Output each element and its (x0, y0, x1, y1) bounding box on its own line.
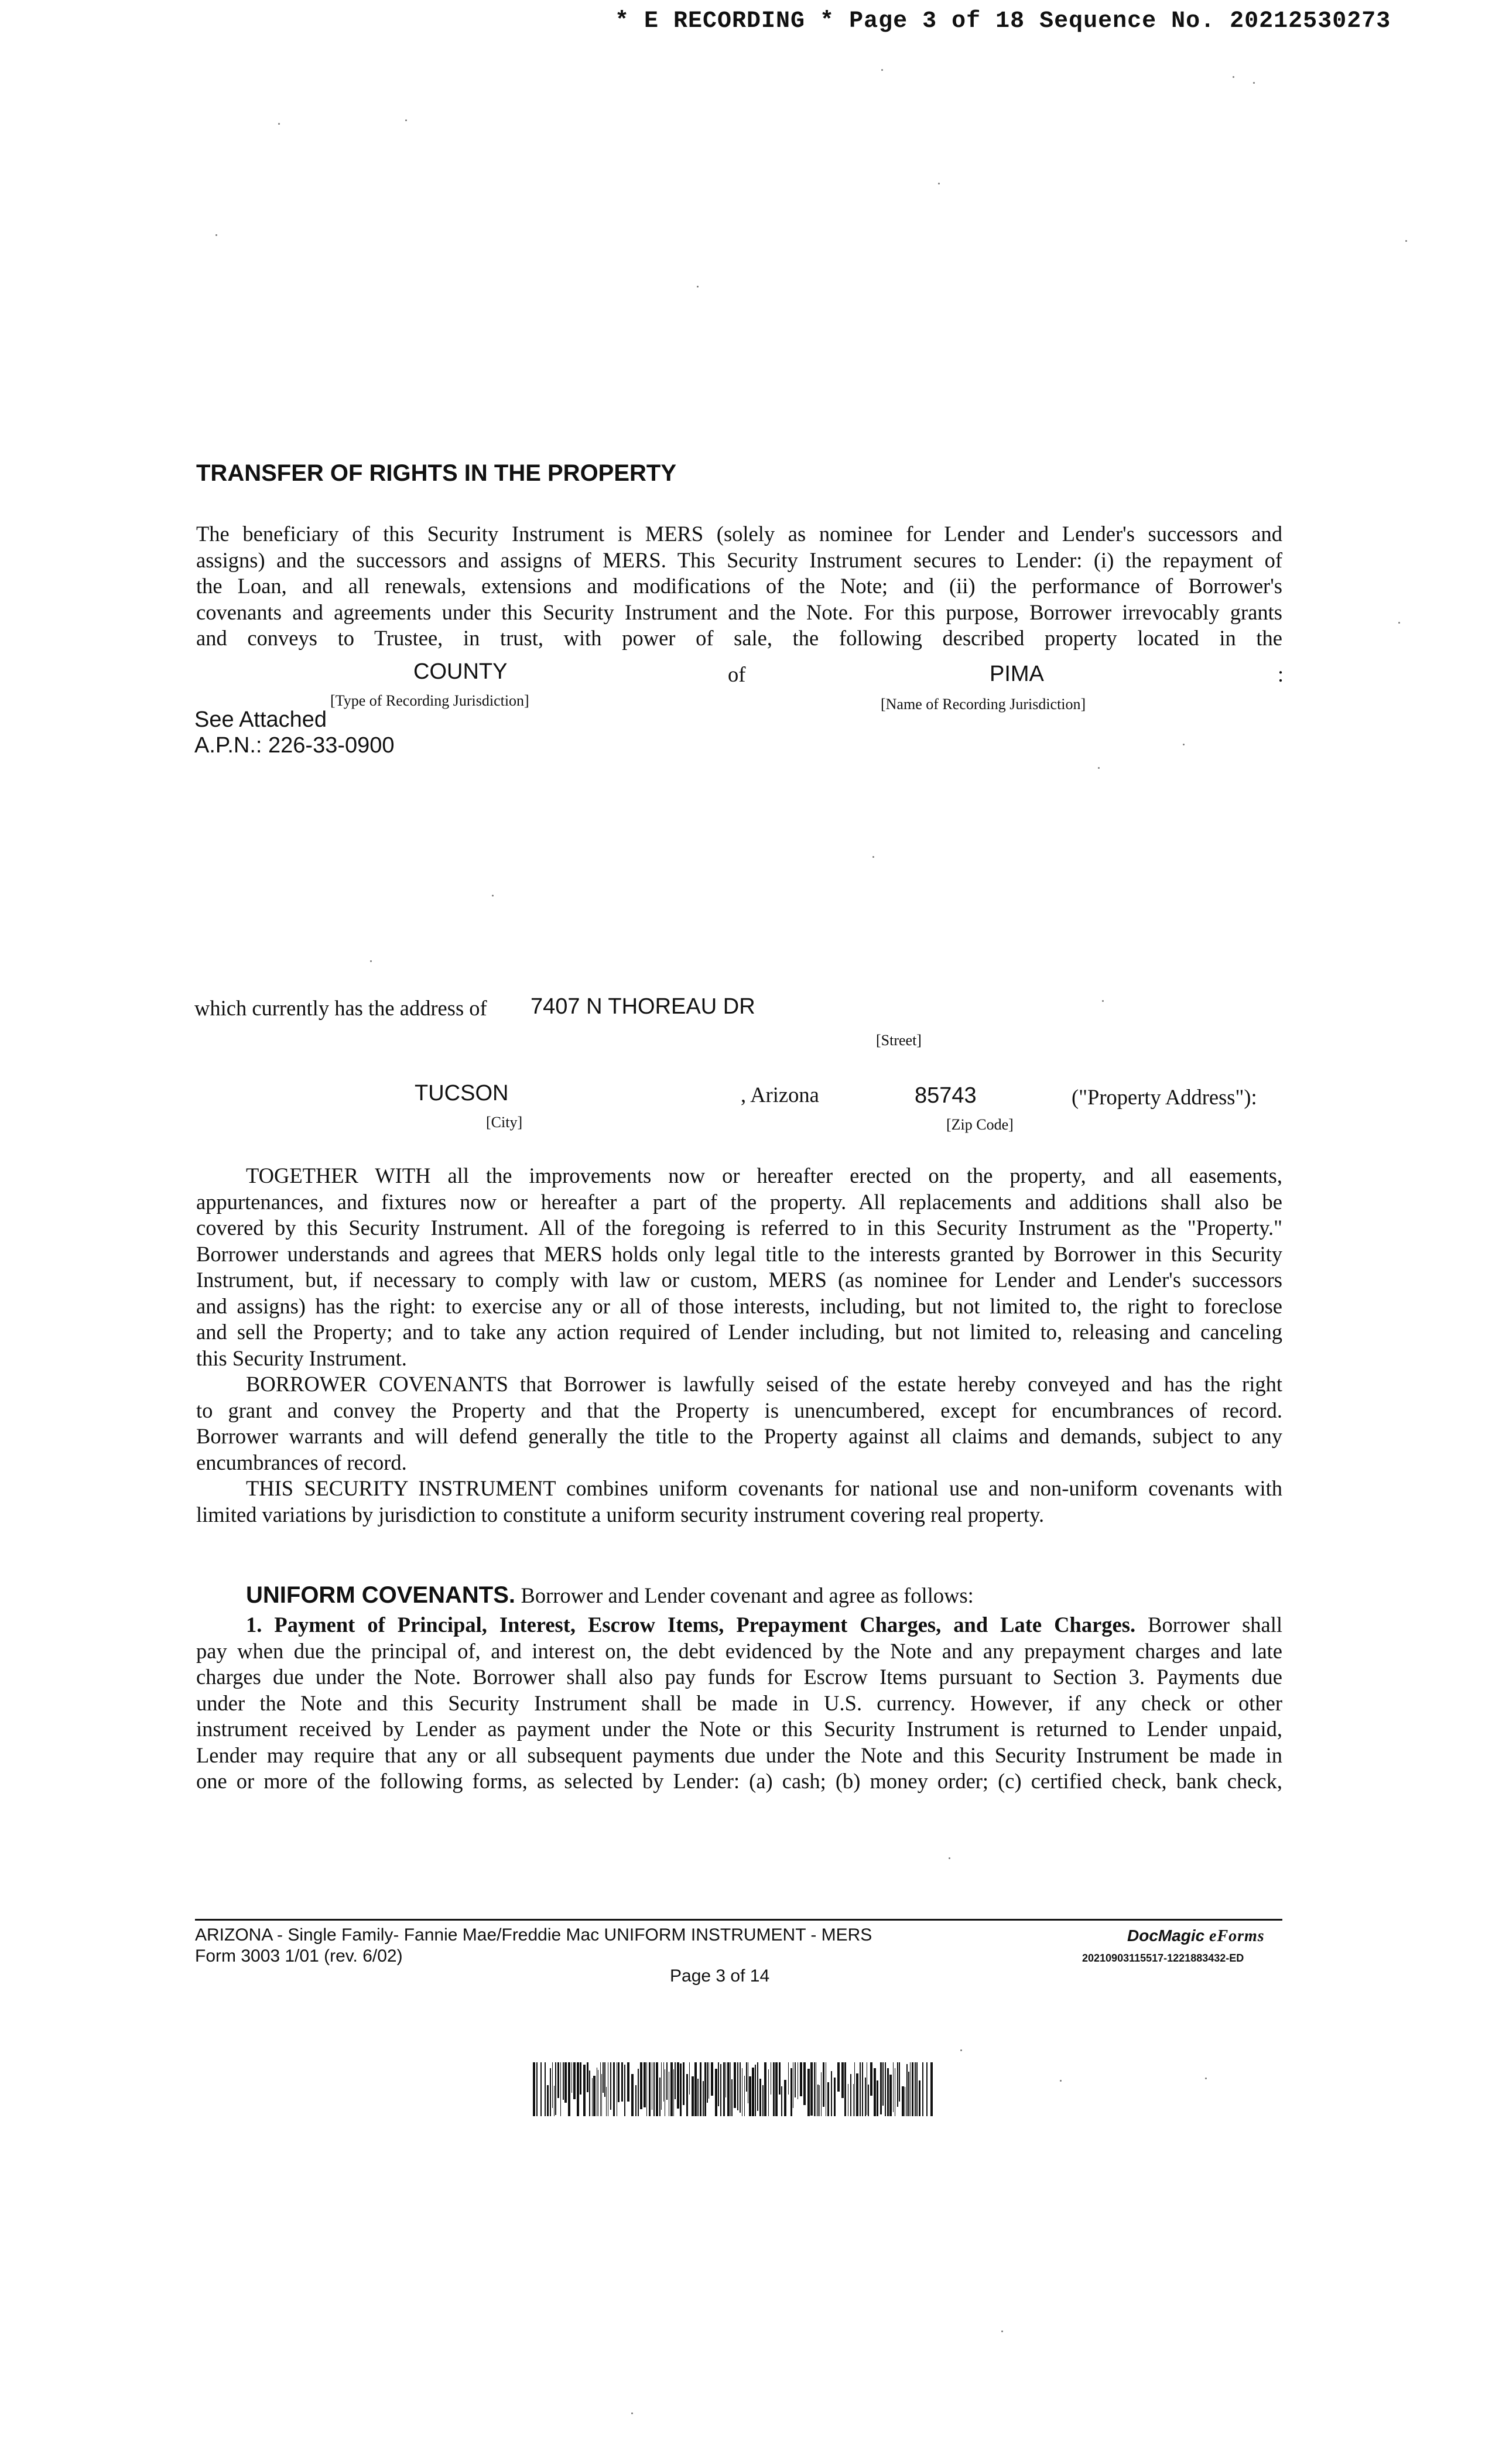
barcode-bar (621, 2062, 623, 2102)
paragraph-line: covenants and agreements under this Security Instrument and the Note. For this purpose, Borrower irrevocably grants (196, 600, 1282, 624)
barcode-bar (646, 2062, 647, 2116)
barcode-bar (919, 2080, 920, 2116)
barcode-bar (737, 2062, 738, 2110)
barcode-bar (912, 2062, 913, 2116)
barcode-bar (692, 2076, 694, 2116)
barcode-bar (700, 2062, 701, 2116)
scan-speck (872, 856, 874, 858)
together-paragraph (196, 1163, 1282, 1528)
scan-speck (1183, 744, 1185, 745)
footer-form-title: ARIZONA - Single Family- Fannie Mae/Freddie Mac UNIFORM INSTRUMENT - MERS (195, 1925, 872, 1945)
barcode-bar (779, 2062, 781, 2095)
barcode-bar (902, 2086, 904, 2116)
barcode-bar (764, 2062, 766, 2116)
legal-description: See Attached (194, 707, 327, 732)
paragraph-line: THIS SECURITY INSTRUMENT combines uniform covenants for national use and non-uniform covenants with (246, 1476, 1282, 1500)
paragraph-line: pay when due the principal of, and interest on, the debt evidenced by the Note and any prepayment charges and late (196, 1638, 1282, 1663)
scan-speck (960, 2049, 962, 2051)
barcode-bar (703, 2081, 704, 2116)
barcode-bar (788, 2062, 789, 2095)
barcode-bar (649, 2062, 651, 2116)
barcode-bar (854, 2062, 855, 2116)
barcode-bar (790, 2068, 792, 2116)
barcode-bar (661, 2062, 662, 2110)
barcode-bar (589, 2071, 590, 2116)
paragraph-line: charges due under the Note. Borrower shall also pay funds for Escrow Items pursuant to Section 3. Payments due (196, 1665, 1282, 1689)
barcode-bar (663, 2062, 664, 2102)
barcode-bar (624, 2065, 625, 2116)
scan-speck (697, 286, 699, 288)
barcode-bar (683, 2062, 685, 2105)
barcode-bar (810, 2062, 813, 2116)
city-value: TUCSON (415, 1081, 509, 1106)
barcode-bar (593, 2076, 596, 2116)
barcode-bar (803, 2062, 806, 2105)
docmagic-logo (1127, 1926, 1265, 1946)
barcode-bar (675, 2062, 676, 2099)
barcode-bar (865, 2078, 866, 2116)
footer-rule (195, 1919, 1282, 1921)
barcode-bar (557, 2062, 559, 2098)
barcode-bar (874, 2068, 876, 2116)
barcode-bar (656, 2062, 658, 2116)
doc-code: 20210903115517-1221883432-ED (1082, 1952, 1244, 1964)
paragraph-line: and sell the Property; and to take any action required of Lender including, but not limited to, releasing and canceling (196, 1320, 1282, 1344)
section-title: TRANSFER OF RIGHTS IN THE PROPERTY (196, 460, 677, 486)
barcode-bar (908, 2072, 909, 2116)
barcode-bar (686, 2074, 688, 2116)
barcode-bar (723, 2062, 725, 2116)
barcode-bar (870, 2062, 872, 2096)
barcode-bar (640, 2062, 642, 2109)
barcode-bar (555, 2062, 556, 2115)
paragraph-line: to grant and convey the Property and that the Property is unencumbered, except for encumbrances of record. (196, 1398, 1282, 1422)
barcode-bar (563, 2062, 564, 2100)
barcode-bar (583, 2065, 586, 2116)
barcode-bar (850, 2074, 851, 2116)
paragraph-line: assigns) and the successors and assigns of MERS. This Security Instrument secures to Lender: (i) the repayment of (196, 547, 1282, 572)
footer-form-number: Form 3003 1/01 (rev. 6/02) (195, 1946, 403, 1966)
barcode-bar (762, 2085, 764, 2116)
barcode-bar (889, 2075, 892, 2116)
paragraph-line: Lender may require that any or all subsequent payments due under the Note and this Security Instrument be made in (196, 1743, 1282, 1767)
paragraph-line: The beneficiary of this Security Instrument is MERS (solely as nominee for Lender and Lender's successors and (196, 522, 1282, 546)
paragraph-line: and conveys to Trustee, in trust, with power of sale, the following described property located in the (196, 626, 1282, 650)
barcode-bar (689, 2062, 690, 2095)
barcode-bar (831, 2071, 832, 2116)
paragraph-line: TOGETHER WITH all the improvements now or hereafter erected on the property, and all easements, (246, 1163, 1282, 1187)
barcode-bar (746, 2062, 747, 2092)
barcode-bar (781, 2086, 782, 2116)
paragraph-line: BORROWER COVENANTS that Borrower is lawfully seised of the estate hereby conveyed and has the right (246, 1372, 1282, 1396)
barcode-bar (807, 2069, 810, 2116)
scan-speck (405, 119, 407, 121)
zip-label: [Zip Code] (946, 1116, 1014, 1133)
barcode-bar (897, 2062, 898, 2107)
barcode-bar (644, 2062, 646, 2107)
barcode-bar (906, 2064, 908, 2116)
barcode-bar (697, 2079, 699, 2116)
item1-heading: 1. Payment of Principal, Interest, Escrow Items, Prepayment Charges, and Late Charges. (246, 1613, 1136, 1637)
barcode-bar (554, 2086, 555, 2116)
uniform-intro: Borrower and Lender covenant and agree as follows: (521, 1583, 974, 1607)
barcode-bar (720, 2064, 721, 2116)
barcode-bar (673, 2069, 674, 2116)
barcode-bar (922, 2062, 923, 2116)
recording-header: * E RECORDING * Page 3 of 18 Sequence No. 20212530273 (615, 8, 1391, 35)
paragraph-line: under the Note and this Security Instrument shall be made in U.S. currency. However, if any check or other (196, 1690, 1282, 1715)
item1-paragraph (196, 1612, 1282, 1795)
barcode-bar (860, 2062, 861, 2116)
barcode-bar (587, 2062, 588, 2092)
barcode-bar (536, 2062, 538, 2116)
barcode-bar (885, 2062, 886, 2116)
barcode-bar (653, 2062, 655, 2116)
barcode-bar (730, 2062, 731, 2116)
scan-speck (278, 123, 280, 125)
barcode-bar (916, 2062, 918, 2116)
transfer-paragraph (196, 521, 1282, 652)
barcode-bar (868, 2085, 869, 2116)
barcode-bar (659, 2078, 660, 2116)
barcode-bar (540, 2062, 542, 2116)
barcode-bar (757, 2062, 758, 2111)
barcode-bar (680, 2063, 682, 2116)
barcode-bar (711, 2062, 713, 2096)
barcode-bar (600, 2062, 601, 2116)
barcode-bar (734, 2062, 736, 2108)
paragraph-line: Borrower understands and agrees that MERS holds only legal title to the interests granted by Borrower in this Security (196, 1241, 1282, 1266)
paragraph-line: covered by this Security Instrument. All of the foregoing is referred to in this Security Instrument as the "Property." (196, 1216, 1282, 1240)
docmagic-eforms: eForms (1209, 1927, 1265, 1945)
scan-speck (881, 69, 883, 71)
scan-speck (370, 960, 372, 962)
street-label: [Street] (876, 1032, 922, 1049)
barcode-bar (715, 2069, 717, 2116)
barcode-bar (749, 2076, 751, 2116)
paragraph-line: one or more of the following forms, as selected by Lender: (a) cash; (b) money order; (c) certified check, bank check, (196, 1769, 1282, 1793)
scan-speck (1398, 622, 1400, 624)
paragraph-line: Instrument, but, if necessary to comply with law or custom, MERS (as nominee for Lender and Lender's successors (196, 1268, 1282, 1292)
barcode-bar (800, 2062, 802, 2096)
barcode-bar (887, 2068, 889, 2116)
city-label: [City] (486, 1114, 523, 1131)
barcode-bar (880, 2062, 882, 2114)
property-address-label: ("Property Address"): (1072, 1085, 1257, 1109)
barcode-bar (755, 2065, 756, 2116)
barcode-bar (926, 2062, 928, 2116)
barcode-bar (731, 2079, 733, 2116)
barcode-bar (610, 2062, 611, 2110)
barcode-bar (759, 2079, 761, 2116)
barcode-bar (725, 2062, 726, 2097)
barcode-bar (718, 2062, 719, 2106)
barcode-bar (773, 2062, 775, 2116)
barcode-bar (533, 2062, 535, 2116)
zip-value: 85743 (915, 1083, 977, 1108)
barcode-bar (752, 2068, 754, 2116)
scan-speck (938, 183, 940, 184)
footer-page-label: Page 3 of 14 (670, 1966, 770, 1986)
paragraph-line: Borrower warrants and will defend generally the title to the Property against all claims and demands, subject to any (196, 1424, 1282, 1448)
barcode-bar (631, 2074, 634, 2116)
barcode-bar (775, 2062, 778, 2116)
apn: A.P.N.: 226-33-0900 (194, 733, 395, 758)
uniform-covenants (246, 1582, 974, 1609)
barcode-bar (604, 2062, 605, 2097)
scan-speck (215, 234, 217, 236)
barcode-bar (915, 2062, 916, 2116)
barcode-bar (727, 2062, 730, 2116)
barcode-bar (819, 2085, 820, 2116)
paragraph-line: instrument received by Lender as payment under the Note or this Security Instrument is returned to Lender unpaid, (196, 1717, 1282, 1741)
barcode-bar (550, 2068, 551, 2116)
paragraph-line: the Loan, and all renewals, extensions and modifications of the Note; and (ii) the performance of Borrower's (196, 574, 1282, 598)
item1-heading-tail: Borrower shall (1148, 1613, 1283, 1637)
jurisdiction-type-label: [Type of Recording Jurisdiction] (330, 692, 529, 709)
scan-speck (949, 1857, 950, 1859)
paragraph-line: limited variations by jurisdiction to constitute a uniform security instrument covering real property. (196, 1502, 1045, 1527)
scan-speck (492, 895, 494, 896)
barcode-bar (837, 2062, 840, 2092)
barcode-bar (893, 2062, 894, 2112)
barcode-bar (564, 2062, 567, 2103)
barcode-bar (592, 2078, 593, 2116)
scan-speck (1001, 2330, 1003, 2332)
barcode-bar (856, 2073, 858, 2116)
barcode-bar (877, 2080, 878, 2116)
street-value: 7407 N THOREAU DR (531, 994, 755, 1019)
barcode-bar (823, 2062, 824, 2107)
barcode-bar (571, 2062, 572, 2093)
barcode-bar (580, 2062, 581, 2095)
barcode-bar (577, 2062, 579, 2116)
jurisdiction-name-label: [Name of Recording Jurisdiction] (881, 696, 1086, 713)
barcode-bar (882, 2062, 884, 2106)
barcode-bar (930, 2062, 933, 2116)
barcode-bar (545, 2062, 546, 2116)
barcode-bar (547, 2085, 549, 2116)
barcode-bar (795, 2062, 796, 2097)
barcode-bar (817, 2085, 819, 2116)
barcode-bar (814, 2062, 815, 2116)
scan-speck (1205, 2078, 1207, 2079)
barcode-bar (841, 2062, 844, 2098)
barcode-bar (573, 2062, 576, 2099)
scan-speck (631, 2412, 633, 2414)
paragraph-line: appurtenances, and fixtures now or hereafter a part of the property. All replacements and additions shall also be (196, 1189, 1282, 1214)
barcode-bar (784, 2080, 786, 2116)
scan-speck (1253, 82, 1255, 84)
barcode-bar (707, 2062, 708, 2103)
barcode-bar (910, 2062, 911, 2116)
paragraph-line: this Security Instrument. (196, 1346, 407, 1370)
scan-speck (1098, 767, 1100, 769)
barcode-bar (638, 2069, 639, 2116)
scan-speck (1233, 76, 1234, 78)
address-intro: which currently has the address of (194, 996, 487, 1020)
barcode-bar (552, 2062, 553, 2108)
barcode-bar (899, 2062, 900, 2102)
barcode-bar (844, 2062, 846, 2116)
barcode-bar (606, 2087, 607, 2116)
barcode-bar (744, 2076, 745, 2116)
barcode-bar (666, 2062, 668, 2100)
jurisdiction-name-value: PIMA (990, 662, 1044, 686)
barcode-bar (618, 2062, 620, 2102)
jurisdiction-colon: : (1278, 662, 1284, 686)
barcode-bar (704, 2062, 706, 2116)
barcode-bar (827, 2082, 829, 2116)
state-value: , Arizona (741, 1083, 819, 1107)
barcode-bar (694, 2062, 697, 2116)
paragraph-line: and assigns) has the right: to exercise any or all of those interests, including, but not limited to, the right to foreclose (196, 1293, 1282, 1318)
barcode-bar (670, 2062, 673, 2116)
paragraph-line: encumbrances of record. (196, 1450, 407, 1474)
uniform-heading: UNIFORM COVENANTS. (246, 1582, 515, 1608)
scan-speck (1405, 240, 1407, 242)
barcode-bar (834, 2078, 836, 2116)
barcode-bar (613, 2062, 615, 2116)
barcode-bar (635, 2085, 636, 2116)
barcode-bar (862, 2062, 863, 2116)
barcode-bar (601, 2074, 602, 2116)
scan-speck (1060, 2080, 1062, 2082)
barcode-bar (853, 2084, 854, 2116)
jurisdiction-type-value: COUNTY (413, 659, 508, 684)
barcode-bar (603, 2062, 604, 2093)
barcode-bar (568, 2062, 570, 2116)
barcode-bar (627, 2062, 629, 2102)
barcode-bar (677, 2062, 679, 2109)
barcode-image (533, 2062, 937, 2116)
jurisdiction-of: of (728, 662, 746, 686)
item1-heading-line (196, 1612, 1282, 1638)
docmagic-brand: DocMagic (1127, 1926, 1205, 1945)
barcode-bar (768, 2069, 769, 2116)
scan-speck (1102, 1000, 1104, 1002)
barcode-bar (740, 2062, 741, 2113)
barcode-bar (560, 2062, 561, 2116)
barcode-bar (821, 2072, 822, 2116)
